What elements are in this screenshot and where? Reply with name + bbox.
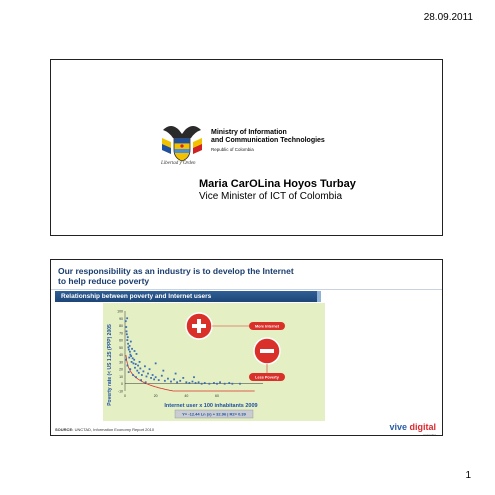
y-tick-label: 0 [121, 382, 123, 387]
data-point [141, 374, 143, 376]
data-point [129, 368, 131, 370]
data-point [201, 383, 203, 385]
data-point [128, 357, 130, 359]
y-tick-label: 70 [119, 331, 123, 336]
data-point [195, 382, 197, 384]
data-point [138, 372, 140, 374]
data-point [164, 380, 166, 382]
data-point [127, 365, 129, 367]
y-tick-label: 90 [119, 316, 123, 321]
data-point [228, 382, 230, 384]
data-point [192, 381, 194, 383]
data-point [135, 363, 137, 365]
data-point [129, 345, 131, 347]
y-tick-label: 60 [119, 338, 123, 343]
data-point [134, 367, 136, 369]
data-point [131, 348, 133, 350]
minus-sign [260, 349, 274, 353]
data-point [134, 350, 136, 352]
data-point [126, 333, 128, 335]
data-point [173, 378, 175, 380]
data-point [125, 326, 127, 328]
y-tick-label: 100 [117, 309, 123, 314]
data-point [224, 383, 226, 385]
trend-line [126, 355, 255, 391]
y-tick-label: 30 [119, 360, 123, 365]
data-point [216, 383, 218, 385]
data-point [136, 353, 138, 355]
less-poverty-label: Less Poverty [255, 375, 279, 380]
x-tick-label: 40 [184, 394, 189, 398]
data-point [128, 349, 130, 351]
vive-digital-logo: vive digital [389, 422, 436, 432]
data-point [213, 382, 215, 384]
data-point [125, 359, 127, 361]
plus-sign-v [197, 319, 201, 333]
data-point [135, 376, 137, 378]
presenter-role: Vice Minister of ICT of Colombia [199, 191, 343, 202]
data-point [231, 383, 233, 385]
coat-of-arms-icon [159, 120, 205, 166]
header-date: 28.09.2011 [423, 12, 473, 23]
y-tick-label: 80 [119, 324, 123, 329]
data-point [133, 359, 135, 361]
y-axis-label: Poverty rate (< US 1.25 (PPP) 2005 [107, 324, 113, 406]
data-point [131, 361, 133, 363]
x-axis-label: Internet user x 100 inhabitants 2009 [164, 403, 258, 409]
data-point [179, 380, 181, 382]
chart-canvas [103, 303, 325, 421]
x-tick-label: 0 [124, 394, 126, 398]
data-point [162, 370, 164, 372]
data-point [127, 343, 129, 345]
x-tick-label: 60 [215, 394, 219, 398]
data-point [158, 379, 160, 381]
y-tick-label: -10 [117, 389, 123, 394]
data-point [126, 339, 128, 341]
data-point [219, 381, 221, 383]
data-point [167, 378, 169, 380]
data-point [145, 381, 147, 383]
data-point [149, 368, 151, 370]
slide-subtitle: Relationship between poverty and Internet users [61, 293, 212, 300]
subtitle-bar-tab [317, 291, 321, 302]
data-point [136, 370, 138, 372]
y-tick-label: 10 [119, 374, 123, 379]
data-point [133, 362, 135, 364]
data-point [170, 381, 172, 383]
data-point [125, 320, 127, 322]
y-tick-label: 50 [119, 345, 123, 350]
title-divider [51, 289, 443, 290]
data-point [126, 317, 128, 319]
slide-title: Our responsibility as an industry is to develop the Internet to help reduce poverty [58, 266, 294, 286]
data-point [185, 381, 187, 383]
data-point [140, 379, 142, 381]
data-point [208, 383, 210, 385]
data-point [198, 381, 200, 383]
data-point [129, 351, 131, 353]
data-point [144, 365, 146, 367]
data-point [193, 376, 195, 378]
scatter-chart [103, 303, 325, 421]
data-point [147, 373, 149, 375]
equation-label: Y= -12.44 Ln (x) + 32.96 | R2= 0.39 [182, 411, 246, 417]
data-point [175, 373, 177, 375]
title-slide [50, 59, 443, 236]
data-point [161, 375, 163, 377]
data-point [155, 376, 157, 378]
x-tick-label: 20 [153, 394, 158, 398]
data-point [176, 381, 178, 383]
more-internet-label: More Internet [254, 324, 280, 329]
data-point [130, 341, 132, 343]
content-slide [50, 259, 443, 436]
data-point [130, 355, 132, 357]
data-point [182, 377, 184, 379]
data-point [132, 357, 134, 359]
data-point [127, 336, 129, 338]
data-point [132, 374, 134, 376]
presenter-name: Maria CarOLina Hoyos Turbay [199, 178, 356, 190]
data-point [139, 368, 141, 370]
data-point [146, 376, 148, 378]
data-point [137, 365, 139, 367]
data-point [128, 371, 130, 373]
data-point [155, 362, 157, 364]
data-point [126, 330, 128, 332]
republic-label: Republic of Colombia [211, 147, 254, 152]
data-point [139, 361, 141, 363]
data-point [143, 370, 145, 372]
data-point [150, 377, 152, 379]
crest-caption: Libertad y Orden [161, 161, 196, 166]
page-number: 1 [465, 470, 471, 481]
ministry-name: Ministry of Information and Communication Technologies [211, 129, 325, 144]
data-point [239, 383, 241, 385]
data-point [153, 378, 155, 380]
source-note: SOURCE: UNCTAD, Information Economy Report 2010 [55, 427, 155, 432]
data-point [152, 374, 154, 376]
data-point [204, 382, 206, 384]
data-point [189, 382, 191, 384]
y-tick-label: 40 [119, 353, 123, 358]
logo-subtitle: Colombia [423, 433, 436, 436]
y-tick-label: 20 [119, 367, 123, 372]
